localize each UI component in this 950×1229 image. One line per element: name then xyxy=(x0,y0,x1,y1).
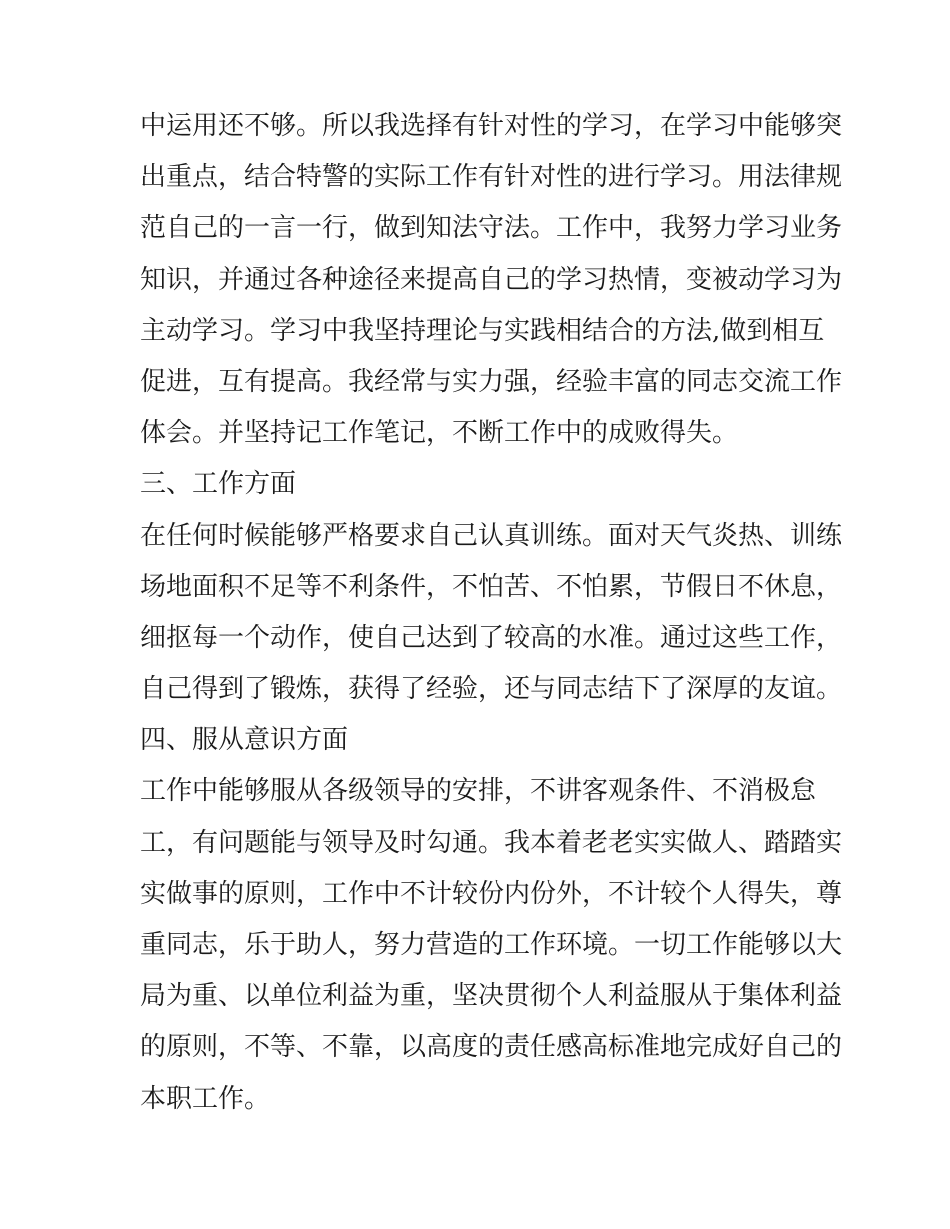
paragraph-line: 重同志，乐于助人，努力营造的工作环境。一切工作能够以大 xyxy=(140,930,843,960)
section-heading-work: 三、工作方面 xyxy=(140,469,297,500)
paragraph-line: 促进，互有提高。我经常与实力强，经验丰富的同志交流工作 xyxy=(140,366,843,397)
paragraph-line: 局为重、以单位利益为重，坚决贯彻个人利益服从于集体利益 xyxy=(140,981,843,1012)
paragraph-line: 细抠每一个动作，使自己达到了较高的水准。通过这些工作， xyxy=(140,622,843,653)
paragraph-line: 本职工作。 xyxy=(140,1083,271,1114)
paragraph-line: 在任何时候能够严格要求自己认真训练。面对天气炎热、训练 xyxy=(140,520,843,551)
document-body xyxy=(140,101,843,1125)
paragraph-line: 场地面积不足等不利条件，不怕苦、不怕累，节假日不休息， xyxy=(140,571,843,602)
paragraph-line: 自己得到了锻炼，获得了经验，还与同志结下了深厚的友谊。 xyxy=(140,674,843,705)
paragraph-line: 实做事的原则，工作中不计较份内份外，不计较个人得失，尊 xyxy=(140,878,843,909)
paragraph-work xyxy=(140,511,843,716)
paragraph-line: 工作中能够服从各级领导的安排，不讲客观条件、不消极怠 xyxy=(140,776,817,807)
paragraph-line: 知识，并通过各种途径来提高自己的学习热情，变被动学习为 xyxy=(140,264,843,295)
paragraph-line: 体会。并坚持记工作笔记，不断工作中的成败得失。 xyxy=(140,418,739,449)
paragraph-line: 工，有问题能与领导及时勾通。我本着老老实实做人、踏踏实 xyxy=(140,827,843,858)
paragraph-obedience xyxy=(140,766,843,1124)
paragraph-line: 主动学习。学习中我坚持理论与实践相结合的方法,做到相互 xyxy=(140,315,825,346)
paragraph-line: 中运用还不够。所以我选择有针对性的学习，在学习中能够突 xyxy=(140,111,843,141)
paragraph-line: 的原则，不等、不靠，以高度的责任感高标准地完成好自己的 xyxy=(140,1032,843,1063)
paragraph-study xyxy=(140,101,843,459)
paragraph-line: 范自己的一言一行，做到知法守法。工作中，我努力学习业务 xyxy=(140,213,843,244)
section-heading-obedience: 四、服从意识方面 xyxy=(140,725,349,756)
paragraph-line: 出重点，结合特警的实际工作有针对性的进行学习。用法律规 xyxy=(140,162,843,193)
